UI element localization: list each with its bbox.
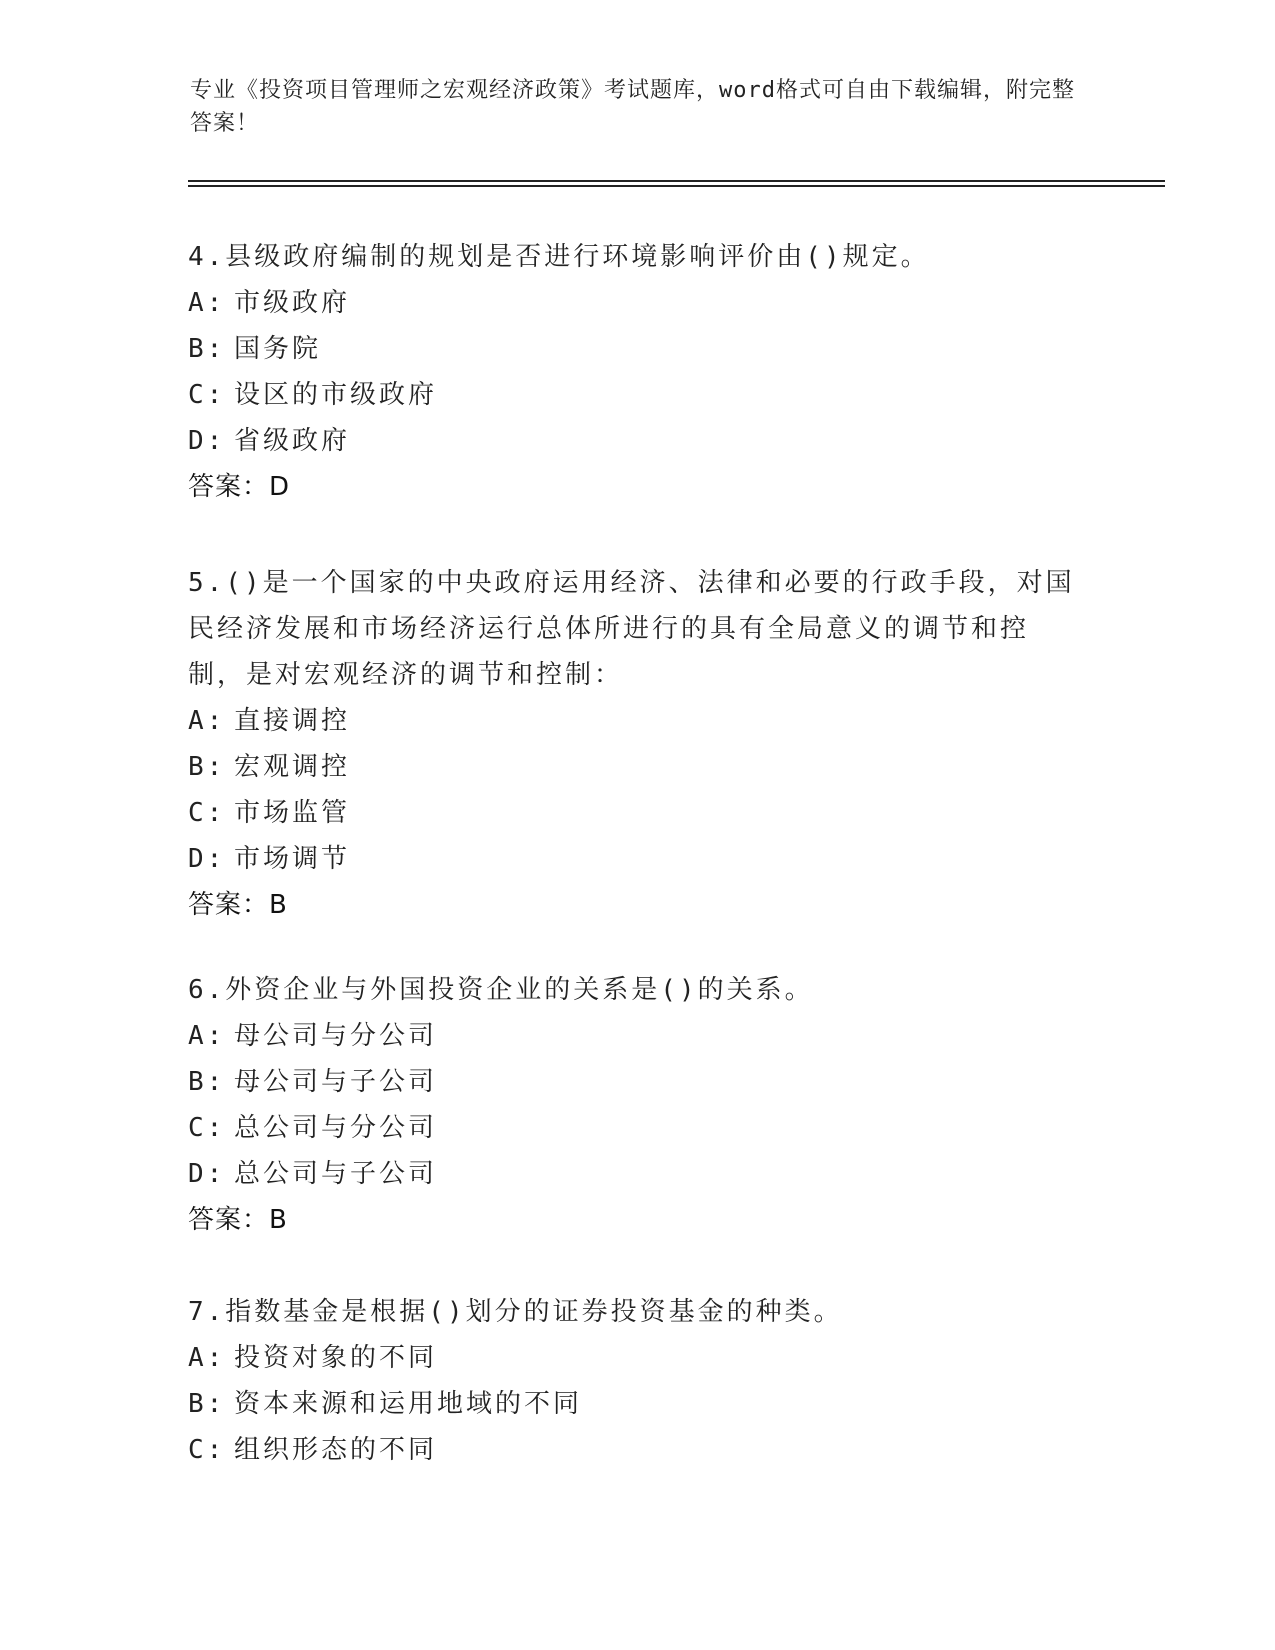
option-text: 市场调节 [234,844,351,874]
option-letter: A: [188,288,226,318]
option-c [188,790,1078,836]
question-stem: 6.外资企业与外国投资企业的关系是()的关系。 [188,975,814,1005]
option-c [188,1105,1078,1151]
option-b [188,1381,1078,1427]
option-a [188,698,1078,744]
header-divider-top [188,180,1165,182]
option-c [188,1427,1078,1473]
option-d [188,836,1078,882]
option-d [188,1151,1078,1197]
option-text: 总公司与分公司 [234,1113,438,1143]
option-letter: C: [188,798,226,828]
option-letter: D: [188,844,226,874]
option-text: 宏观调控 [234,752,351,782]
question-stem: 5.()是一个国家的中央政府运用经济、法律和必要的行政手段，对国民经济发展和市场经济运行总体所进行的具有全局意义的调节和控制，是对宏观经济的调节和控制： [188,568,1075,690]
option-letter: D: [188,426,226,456]
option-text: 投资对象的不同 [234,1343,438,1373]
question-stem: 7.指数基金是根据()划分的证券投资基金的种类。 [188,1297,843,1327]
option-letter: C: [188,1113,226,1143]
option-letter: A: [188,706,226,736]
question-stem: 4.县级政府编制的规划是否进行环境影响评价由()规定。 [188,242,930,272]
option-text: 资本来源和运用地域的不同 [234,1389,583,1419]
option-text: 国务院 [234,334,322,364]
question-answer: 答案：B [188,1205,288,1235]
option-a [188,1335,1078,1381]
option-text: 母公司与子公司 [234,1067,438,1097]
option-letter: B: [188,1067,226,1097]
option-b [188,744,1078,790]
option-text: 省级政府 [234,426,351,456]
option-a [188,1013,1078,1059]
option-text: 总公司与子公司 [234,1159,438,1189]
question-5 [188,560,1078,928]
question-4 [188,234,1078,510]
option-letter: B: [188,1389,226,1419]
option-text: 设区的市级政府 [234,380,438,410]
option-d [188,418,1078,464]
option-letter: A: [188,1021,226,1051]
option-b [188,326,1078,372]
option-a [188,280,1078,326]
option-c [188,372,1078,418]
option-letter: A: [188,1343,226,1373]
option-letter: C: [188,1435,226,1465]
question-7 [188,1289,1078,1473]
option-b [188,1059,1078,1105]
option-letter: C: [188,380,226,410]
option-text: 市场监管 [234,798,351,828]
option-text: 组织形态的不同 [234,1435,438,1465]
option-letter: B: [188,334,226,364]
option-letter: B: [188,752,226,782]
option-letter: D: [188,1159,226,1189]
question-6 [188,967,1078,1243]
question-answer: 答案：D [188,472,291,502]
header-divider-bottom [188,185,1165,187]
option-text: 市级政府 [234,288,351,318]
option-text: 直接调控 [234,706,351,736]
option-text: 母公司与分公司 [234,1021,438,1051]
document-intro: 专业《投资项目管理师之宏观经济政策》考试题库，word格式可自由下载编辑，附完整答案！ [190,78,1075,136]
question-answer: 答案：B [188,890,288,920]
